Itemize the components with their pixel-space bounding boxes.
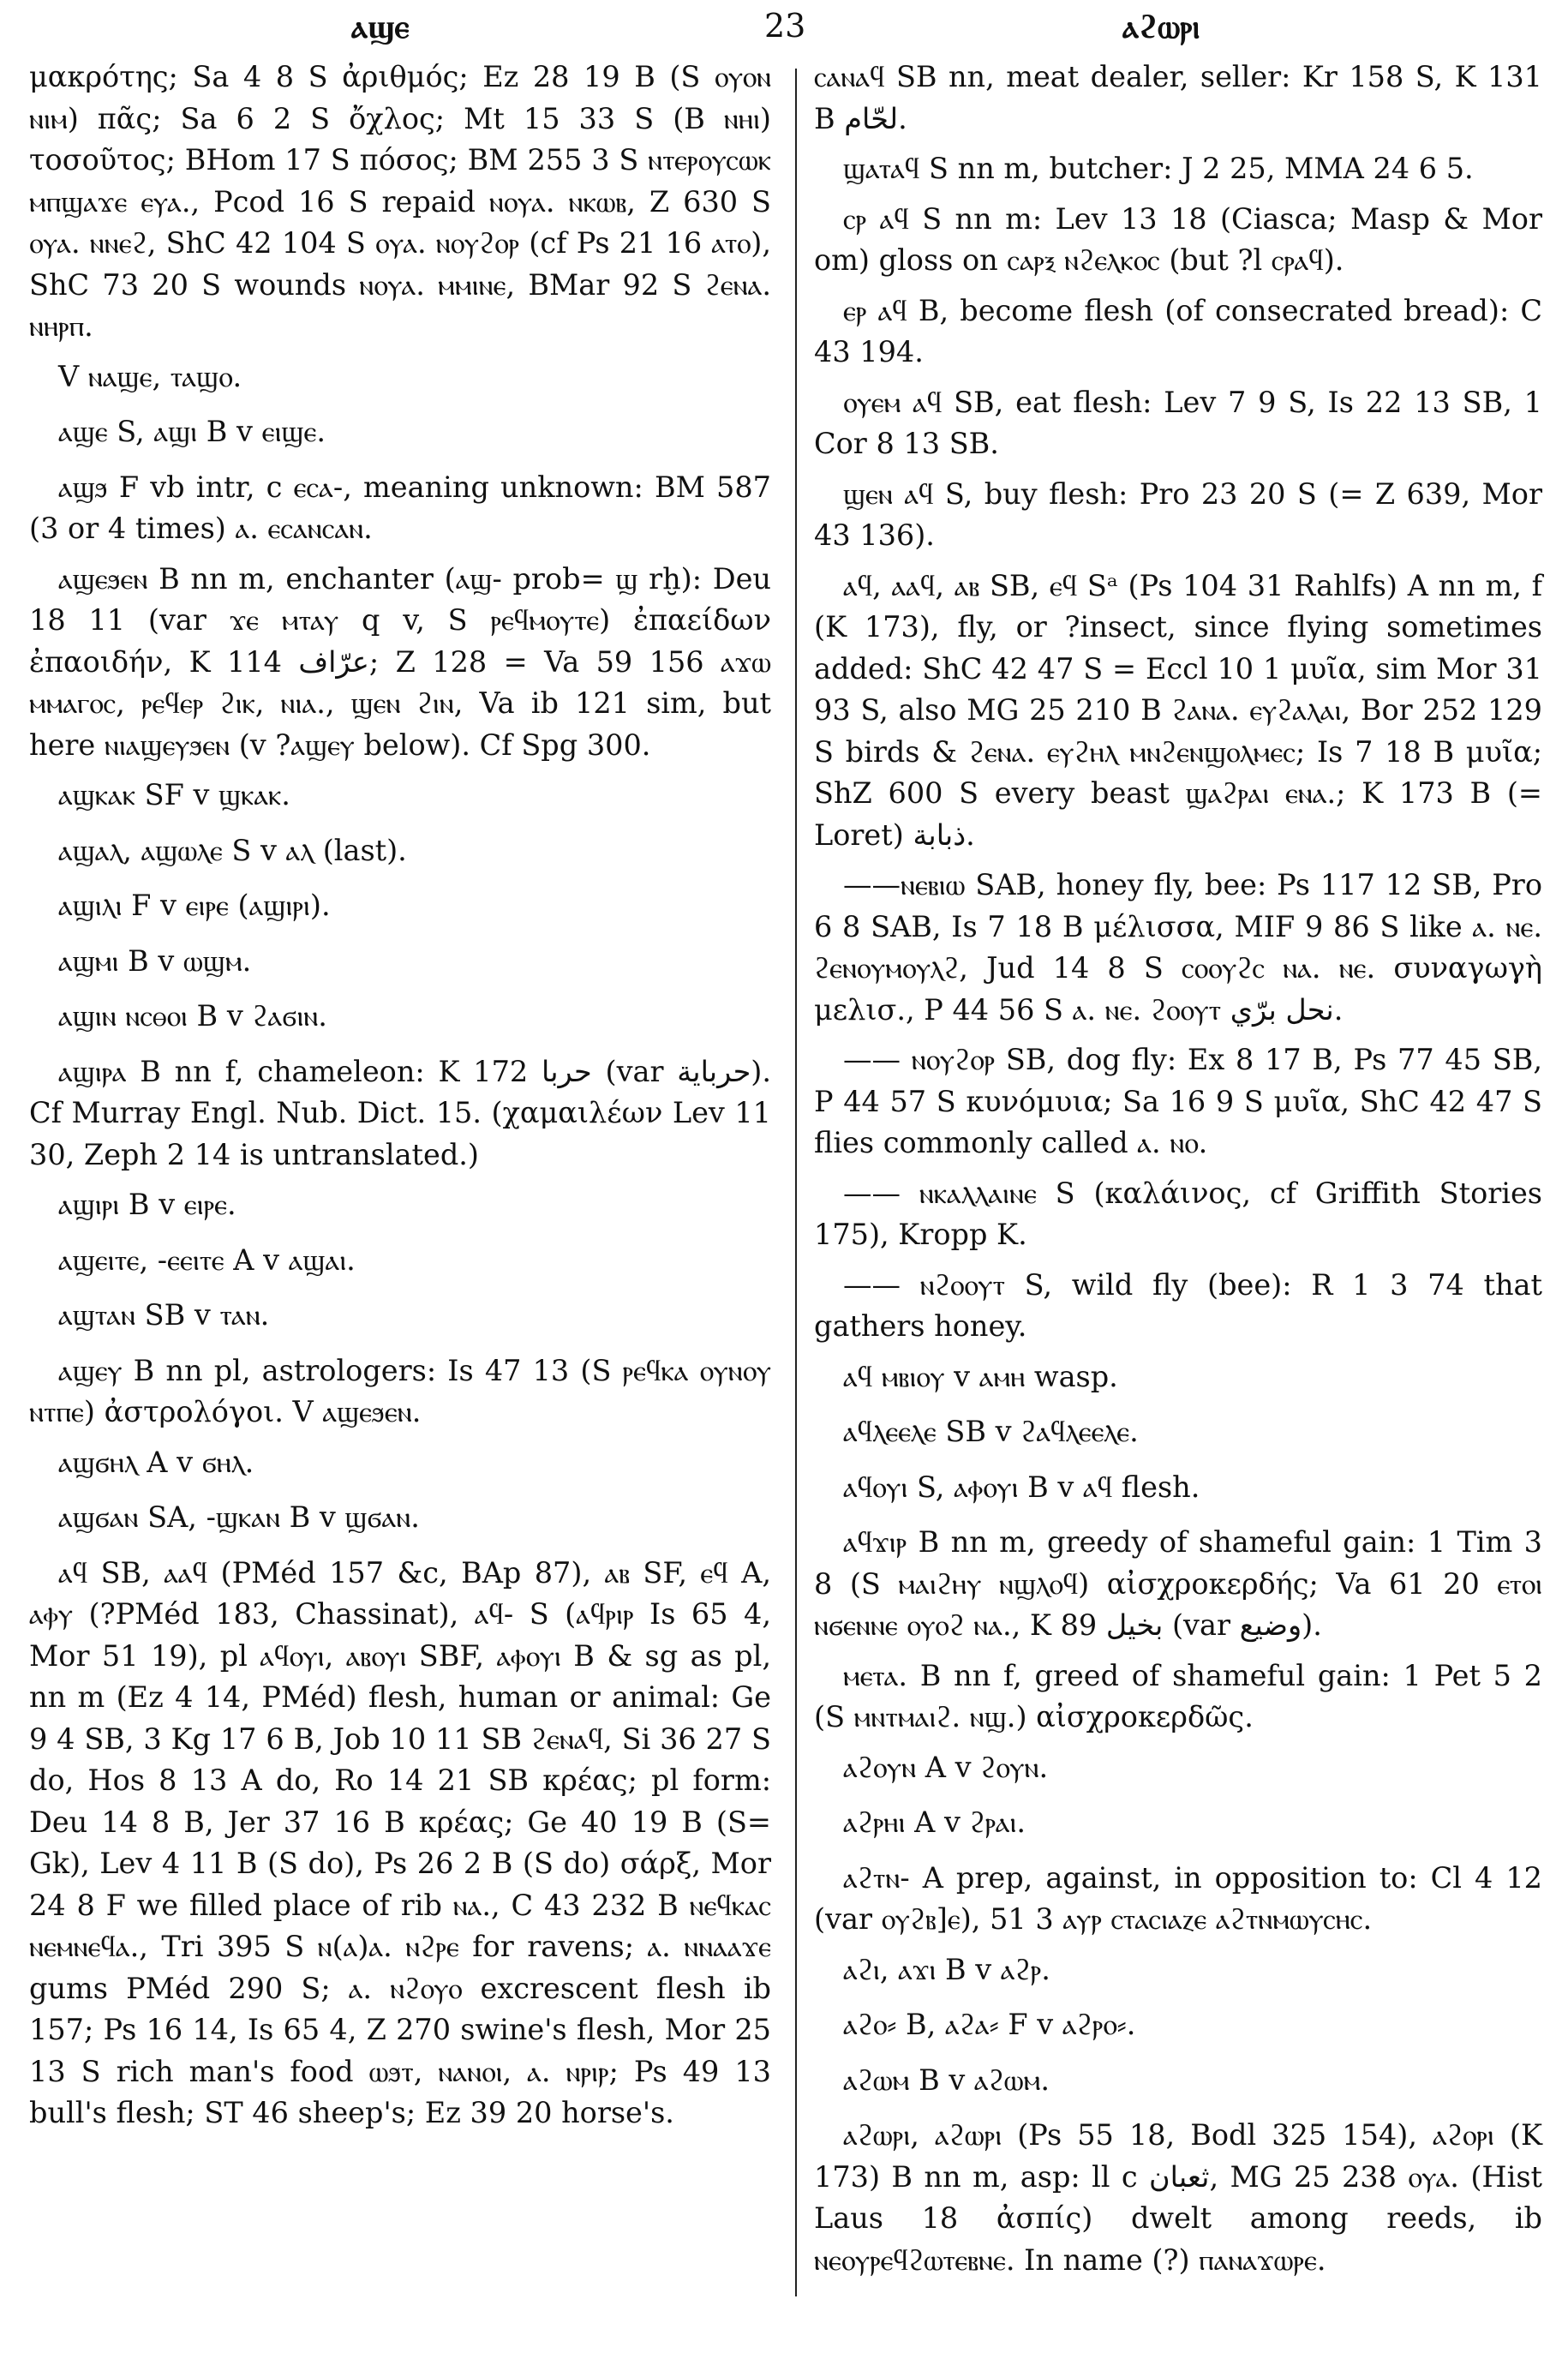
entry-paragraph: ⲁϩⲧⲛ- A prep, against, in opposition to: Cl 4 12 (var ⲟⲩϩⲃ]ⲉ), 51 3 ⲁⲩⲣ ⲥⲧⲁⲥⲓⲁⲍⲉ ⲁϩⲧⲛⲙⲱⲩⲥⲏⲥ. (814, 1860, 1542, 1936)
entry-paragraph: ⲟⲩⲉⲙ ⲁϥ SB, eat flesh: Lev 7 9 S, Is 22 13 SB, 1 Cor 8 13 SB. (814, 385, 1542, 460)
entry-paragraph: ⲁϣⲉ S, ⲁϣⲓ B v ⲉⲓϣⲉ. (58, 415, 326, 448)
entry-paragraph: ⲁϣⲉⲩ B nn pl, astrologers: Is 47 13 (S ⲣⲉϥⲕⲁ ⲟⲩⲛⲟⲩ ⲛⲧⲡⲉ) ἀστρολόγοι. V ⲁϣⲉϧⲉⲛ. (29, 1353, 771, 1428)
entry-paragraph: ⲁϣⲓⲣⲁ B nn f, chameleon: K 172 حربا (var حرباية). Cf Murray Engl. Nub. Dict. 15. (χαμαιλέων Lev 11 30, Zeph 2 14 is untranslated.) (29, 1054, 772, 1171)
right-running-head: ⲁϩⲱⲣⲓ (1122, 7, 1200, 45)
entry-paragraph: ϣⲁⲧⲁϥ S nn m, butcher: J 2 25, MMA 24 6 5. (843, 152, 1474, 185)
left-column (29, 57, 771, 2143)
entry-paragraph: V ⲛⲁϣⲉ, ⲧⲁϣⲟ. (58, 359, 242, 393)
entry-paragraph: ⲁϥ SB, ⲁⲁϥ (PMéd 157 &c, BAp 87), ⲁⲃ SF, ⲉϥ A, ⲁⲫⲩ (?PMéd 183, Chassinat), ⲁϥ- S (ⲁϥⲣⲓⲣ Is 65 4, Mor 51 19), pl ⲁϥⲟⲩⲓ, ⲁⲃⲟⲩⲓ SBF, ⲁⲫⲟⲩⲓ B & sg as pl, nn m (Ez 4 14, PMéd) flesh, human or animal: Ge 9 4 SB, 3 Kg 17 6 B, Job 10 11 SB ϩⲉⲛⲁϥ, Si 36 27 S do, Hos 8 13 A do, Ro 14 21 SB κρέας; pl form: Deu 14 8 B, Jer 37 16 B κρέας; Ge 40 19 B (S= Gk), Lev 4 11 B (S do), Ps 26 2 B (S do) σάρξ, Mor 24 8 F we filled place of rib ⲛⲁ., C 43 232 B ⲛⲉϥⲕⲁⲥ ⲛⲉⲙⲛⲉϥⲁ., Tri 395 S ⲛ(ⲁ)ⲁ. ⲛϩⲣⲉ for ravens; ⲁ. ⲛⲛⲁⲁϫⲉ gums PMéd 290 S; ⲁ. ⲛϩⲟⲩⲟ excrescent flesh ib 157; Ps 16 14, Is 65 4, Z 270 swine's flesh, Mor 25 13 S rich man's food ⲱϧⲧ, ⲛⲁⲛⲟⲓ, ⲁ. ⲛⲣⲓⲣ; Ps 49 13 bull's flesh; ST 46 sheep's; Ez 39 20 horse's. (29, 1555, 771, 2129)
entry-paragraph: ⲁϣⲧⲁⲛ SB v ⲧⲁⲛ. (58, 1298, 270, 1332)
entry-paragraph: ⲁϥⲗⲉⲉⲗⲉ SB v ϩⲁϥⲗⲉⲉⲗⲉ. (843, 1415, 1139, 1448)
right-column (814, 57, 1542, 2290)
entry-paragraph: ⲁϣϧ F vb intr, c ⲉⲥⲁ-, meaning unknown: BM 587 (3 or 4 times) ⲁ. ⲉⲥⲁⲛⲥⲁⲛ. (29, 470, 771, 545)
entry-paragraph: ⲁϥϫⲓⲣ B nn m, greedy of shameful gain: 1 Tim 3 8 (S ⲙⲁⲓϩⲏⲩ ⲛϣⲗⲟϥ) αἰσχροκερδής; Va 61 20 ⲉⲧⲟⲓ ⲛϭⲉⲛⲛⲉ ⲟⲩⲟϩ ⲛⲁ., K 89 بخيل (var وضيع). (814, 1525, 1542, 1642)
entry-paragraph: ⲁϣⲓⲣⲓ B v ⲉⲓⲣⲉ. (58, 1188, 236, 1221)
page-header (0, 7, 1568, 58)
entry-paragraph: ⲁϣϭⲁⲛ SA, -ϣⲕⲁⲛ B v ϣϭⲁⲛ. (58, 1500, 420, 1534)
column-divider (795, 69, 797, 2296)
entry-paragraph: ⲁϥ, ⲁⲁϥ, ⲁⲃ SB, ⲉϥ Sᵃ (Ps 104 31 Rahlfs) A nn m, f (K 173), fly, or ?insect, since flying sometimes added: ShC 42 47 S = Eccl 10 1 μυῖα, sim Mor 31 93 S, also MG 25 210 B ϩⲁⲛⲁ. ⲉⲩϩⲁⲗⲁⲓ, Bor 252 129 S birds & ϩⲉⲛⲁ. ⲉⲩϩⲏⲗ ⲙⲛϩⲉⲛϣⲟⲗⲙⲉⲥ; Is 7 18 B μυῖα; ShZ 600 S every beast ϣⲁϩⲣⲁⲓ ⲉⲛⲁ.; K 173 B (= Loret) ذبابة. (814, 568, 1542, 852)
entry-paragraph: —— ⲛⲕⲁⲗⲗⲁⲓⲛⲉ S (καλάινος, cf Griffith Stories 175), Kropp K. (814, 1176, 1542, 1251)
entry-paragraph: ⲁϩⲟⲩⲛ A v ϩⲟⲩⲛ. (843, 1750, 1049, 1784)
entry-paragraph: ⲁϣⲉϧⲉⲛ B nn m, enchanter (ⲁϣ- prob= ϣ rḫ): Deu 18 11 (var ϫⲉ ⲙⲧⲁⲩ q v, S ⲣⲉϥⲙⲟⲩⲧⲉ) ἐπαείδων ἐπαοιδήν, K 114 عرّاف; Z 128 = Va 59 156 ⲁϫⲱ ⲙⲙⲁⲅⲟⲥ, ⲣⲉϥⲉⲣ ϩⲓⲕ, ⲛⲓⲁ., ϣⲉⲛ ϩⲓⲛ, Va ib 121 sim, but here ⲛⲓⲁϣⲉⲩϧⲉⲛ (v ?ⲁϣⲉⲩ below). Cf Spg 300. (29, 561, 771, 762)
entry-paragraph: ⲁϥⲟⲩⲓ S, ⲁⲫⲟⲩⲓ B v ⲁϥ flesh. (843, 1470, 1200, 1504)
entry-paragraph: μακρότης; Sa 4 8 S ἀριθμός; Ez 28 19 B (S ⲟⲩⲟⲛ ⲛⲓⲙ) πᾶς; Sa 6 2 S ὄχλος; Mt 15 33 S (B ⲛⲏⲓ) τοσοῦτος; BHom 17 S πόσος; BM 255 3 S ⲛⲧⲉⲣⲟⲩⲥⲱⲕ ⲙⲡϣⲁϫⲉ ⲉⲩⲁ., Pcod 16 S repaid ⲛⲟⲩⲁ. ⲛⲕⲱⲃ, Z 630 S ⲟⲩⲁ. ⲛⲛⲉϩ, ShC 42 104 S ⲟⲩⲁ. ⲛⲟⲩϩⲟⲣ (cf Ps 21 16 ⲁⲧⲟ), ShC 73 20 S wounds ⲛⲟⲩⲁ. ⲙⲙⲓⲛⲉ, BMar 92 S ϩⲉⲛⲁ. ⲛⲏⲣⲡ. (29, 60, 771, 343)
page-number: 23 (764, 7, 806, 45)
entry-paragraph: ⲁϣⲕⲁⲕ SF v ϣⲕⲁⲕ. (58, 778, 290, 811)
entry-paragraph: ⲁϣⲙⲓ B v ⲱϣⲙ. (58, 943, 252, 978)
entry-paragraph: ϣⲉⲛ ⲁϥ S, buy flesh: Pro 23 20 S (= Z 639, Mor 43 136). (814, 476, 1542, 552)
entry-paragraph: ⲁϣⲉⲓⲧⲉ, -ⲉⲉⲓⲧⲉ A v ⲁϣⲁⲓ. (58, 1242, 356, 1277)
entry-paragraph: ⲥⲁⲛⲁϥ SB nn, meat dealer, seller: Kr 158 S, K 131 B لحّام. (814, 60, 1542, 135)
entry-paragraph: ⲁϣϭⲏⲗ A v ϭⲏⲗ. (58, 1445, 254, 1479)
entry-paragraph: ⲁϩⲱⲙ B v ⲁϩⲱⲙ. (843, 2063, 1050, 2097)
entry-paragraph: ⲁϩⲓ, ⲁϫⲓ B v ⲁϩⲣ. (843, 1952, 1050, 1986)
entry-paragraph: —— ⲛϩⲟⲟⲩⲧ S, wild fly (bee): R 1 3 74 that gathers honey. (814, 1267, 1542, 1343)
entry-paragraph: ——ⲛⲉⲃⲓⲱ SAB, honey fly, bee: Ps 117 12 SB, Pro 6 8 SAB, Is 7 18 B μέλισσα, MIF 9 86 S like ⲁ. ⲛⲉ. ϩⲉⲛⲟⲩⲙⲟⲩⲗϩ, Jud 14 8 S ⲥⲟⲟⲩϩⲥ ⲛⲁ. ⲛⲉ. συναγωγὴ μελισ., P 44 56 S ⲁ. ⲛⲉ. ϩⲟⲟⲩⲧ نحل برّي. (814, 868, 1542, 1027)
entry-paragraph: ⲥⲣ ⲁϥ S nn m: Lev 13 18 (Ciasca; Masp & Mor om) gloss on ⲥⲁⲣⲝ ⲛϩⲉⲗⲕⲟⲥ (but ?l ⲥⲣⲁϥ). (814, 201, 1542, 277)
entry-paragraph: ⲉⲣ ⲁϥ B, become flesh (of consecrated bread): C 43 194. (814, 293, 1542, 368)
entry-paragraph: —— ⲛⲟⲩϩⲟⲣ SB, dog fly: Ex 8 17 B, Ps 77 45 SB, P 44 57 S κυνόμυια; Sa 16 9 S μυῖα, ShC 42 47 S flies commonly called ⲁ. ⲛⲟ. (814, 1043, 1542, 1159)
entry-paragraph: ⲁϩⲱⲣⲓ, ⲁϩⲱⲣⲓ (Ps 55 18, Bodl 325 154), ⲁϩⲟⲣⲓ (K 173) B nn m, asp: ll c ثعبان, MG 25 238 ⲟⲩⲁ. (Hist Laus 18 ἀσπίς) dwelt among reeds, ib ⲛⲉⲟⲩⲣⲉϥϩⲱⲧⲉⲃⲛⲉ. In name (?) ⲡⲁⲛⲁϫⲱⲣⲉ. (814, 2118, 1542, 2277)
entry-paragraph: ⲁϥ ⲙⲃⲓⲟⲩ v ⲁⲙⲏ wasp. (843, 1359, 1118, 1393)
entry-paragraph: ⲁϣⲁⲗ, ⲁϣⲱⲗⲉ S v ⲁⲗ (last). (58, 833, 407, 867)
entry-paragraph: ⲁϩⲣⲏⲓ A v ϩⲣⲁⲓ. (843, 1805, 1026, 1839)
entry-paragraph: ⲁϩⲟ⸗ B, ⲁϩⲁ⸗ F v ⲁϩⲣⲟ⸗. (843, 2008, 1136, 2041)
left-running-head: ⲁϣⲉ (351, 7, 410, 45)
entry-paragraph: ⲁϣⲓⲛ ⲛⲥⲑⲟⲓ B v ϩⲁϭⲓⲛ. (58, 999, 327, 1033)
entry-paragraph: ⲁϣⲓⲗⲓ F v ⲉⲓⲣⲉ (ⲁϣⲓⲣⲓ). (58, 889, 331, 922)
entry-paragraph: ⲙⲉⲧⲁ. B nn f, greed of shameful gain: 1 Pet 5 2 (S ⲙⲛⲧⲙⲁⲓϩ. ⲛϣ.) αἰσχροκερδῶς. (814, 1658, 1542, 1733)
